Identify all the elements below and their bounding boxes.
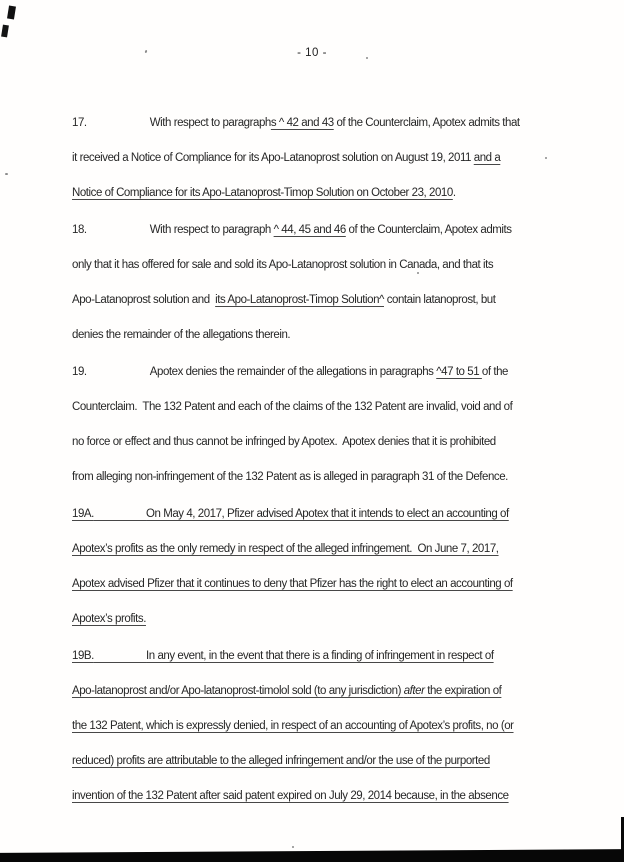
page-number: - 10 - (297, 47, 327, 59)
text-segment: With respect to paragraph (149, 117, 271, 129)
text-segment: Apotex denies the remainder of the allegations in paragraphs (149, 366, 437, 378)
text-segment: it received a Notice of Compliance for its Apo-Latanoprost solution on August 19, 2011 (72, 152, 474, 164)
text-segment: Apotex’s profits. (72, 613, 146, 625)
document-paragraph-18 (72, 213, 572, 353)
paragraph-line (72, 213, 572, 248)
scan-speck (545, 157, 547, 159)
paragraph-line (72, 532, 572, 567)
scan-artifact-mark (1, 25, 9, 38)
tab-spacer (94, 650, 146, 662)
scan-speck (5, 173, 8, 175)
text-segment: Apotex advised Pfizer that it continues to deny that Pfizer has the right to elect an accounting of (72, 578, 513, 590)
text-segment: the 132 Patent, which is expressly denied, in respect of an accounting of Apotex’s profits, no (or (72, 720, 514, 732)
paragraph-line (72, 709, 572, 744)
text-segment: after (403, 685, 425, 697)
text-segment: . (452, 187, 456, 199)
text-segment: the expiration of (424, 685, 502, 697)
text-segment: With respect to paragraph (149, 224, 274, 236)
paragraph-line (72, 318, 572, 353)
tab-spacer (87, 224, 150, 236)
paragraph-line (72, 602, 572, 637)
text-segment: 19B. (72, 650, 94, 662)
text-segment: s ^ 42 and 43 (270, 117, 334, 129)
text-segment: Apo-Latanoprost solution and (72, 294, 216, 306)
paragraph-line (72, 283, 572, 318)
text-segment: of the Counterclaim, Apotex admits (345, 224, 512, 236)
document-body (72, 106, 572, 816)
text-segment: of the (481, 366, 508, 378)
text-segment: invention of the 132 Patent after said patent expired on July 29, 2014 because, in the absence (72, 790, 509, 802)
paragraph-line (72, 639, 572, 674)
text-segment: reduced) profits are attributable to the alleged infringement and/or the use of the purported (72, 755, 490, 767)
text-segment: In any event, in the event that there is a finding of infringement in respect of (146, 650, 494, 662)
scan-speck (417, 272, 419, 274)
paragraph-line (72, 779, 572, 814)
text-segment: no force or effect and thus cannot be infringed by Apotex. Apotex denies that it is prohibited (72, 436, 496, 448)
text-segment: Apotex’s profits as the only remedy in respect of the alleged infringement. On June 7, 2017, (72, 543, 499, 555)
tab-spacer (87, 366, 150, 378)
paragraph-line (72, 460, 572, 495)
paragraph-line (72, 176, 572, 211)
text-segment: ^ 44, 45 and 46 (273, 224, 346, 236)
paragraph-line (72, 355, 572, 390)
scan-speck (366, 57, 368, 59)
paragraph-line (72, 425, 572, 460)
text-segment: from alleging non-infringement of the 132 Patent as is alleged in paragraph 31 of the Defence. (72, 471, 508, 483)
text-segment: denies the remainder of the allegations therein. (72, 329, 291, 341)
scan-speck (292, 846, 294, 848)
text-segment: 19. (72, 366, 87, 378)
text-segment: Notice of Compliance for its Apo-Latanoprost-Timop Solution on October 23, 2010 (72, 187, 453, 199)
document-paragraph-19 (72, 355, 572, 495)
text-segment: contain latanoprost, but (384, 294, 496, 306)
text-segment: 17. (72, 117, 87, 129)
paragraph-line (72, 390, 572, 425)
paragraph-line (72, 674, 572, 709)
text-segment: ^47 to 51 (436, 366, 482, 378)
text-segment: Counterclaim. The 132 Patent and each of the claims of the 132 Patent are invalid, void and of (72, 401, 513, 413)
text-segment: 19A. (72, 508, 94, 520)
paragraph-line (72, 567, 572, 602)
text-segment: and a (473, 152, 501, 164)
document-paragraph-17 (72, 106, 572, 211)
paragraph-line (72, 497, 572, 532)
text-segment: On May 4, 2017, Pfizer advised Apotex that it intends to elect an accounting of (146, 508, 509, 520)
text-segment: Apo-latanoprost and/or Apo-latanoprost-timolol sold (to any jurisdiction) (72, 685, 404, 697)
text-segment: 18. (72, 224, 87, 236)
scan-artifact-mark (7, 6, 16, 20)
text-segment: its Apo-Latanoprost-Timop Solution^ (215, 294, 384, 306)
paragraph-line (72, 106, 572, 141)
text-segment: of the Counterclaim, Apotex admits that (333, 117, 520, 129)
paragraph-line (72, 141, 572, 176)
paragraph-line (72, 248, 572, 283)
text-segment: only that it has offered for sale and sold its Apo-Latanoprost solution in Canada, and that its (72, 259, 494, 271)
scan-bottom-bar (0, 849, 624, 862)
tab-spacer (94, 508, 146, 520)
paragraph-line (72, 744, 572, 779)
document-paragraph-19B (72, 639, 572, 814)
document-paragraph-19A (72, 497, 572, 637)
tab-spacer (87, 117, 150, 129)
